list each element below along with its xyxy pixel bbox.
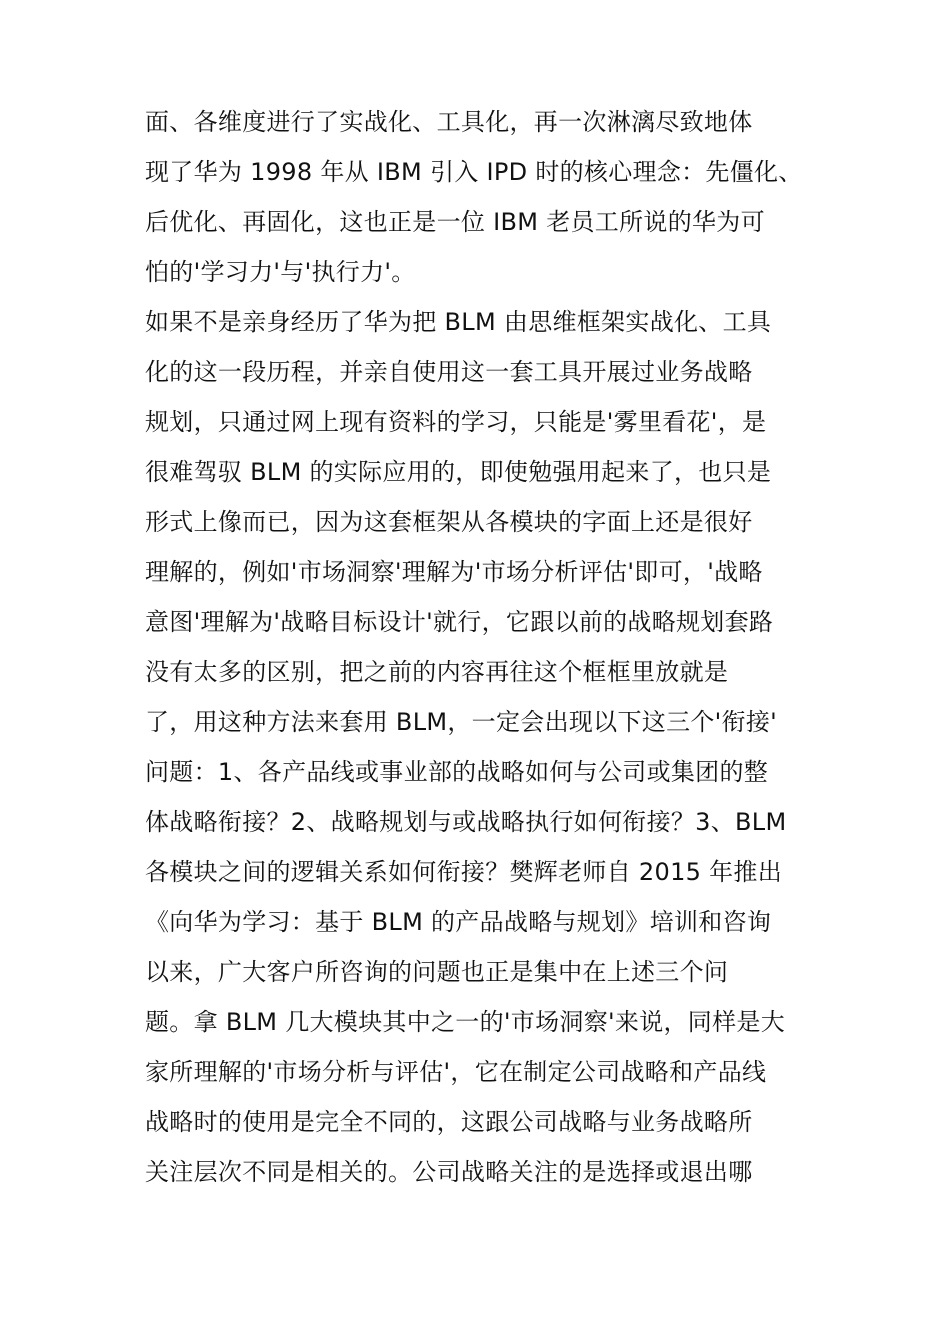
- text-line: 问题：1、各产品线或事业部的战略如何与公司或集团的整: [145, 758, 769, 786]
- text-line: 关注层次不同是相关的。公司战略关注的是选择或退出哪: [145, 1158, 753, 1186]
- text-line: 化的这一段历程，并亲自使用这一套工具开展过业务战略: [145, 358, 753, 386]
- text-line: 如果不是亲身经历了华为把 BLM 由思维框架实战化、工具: [145, 308, 772, 336]
- text-line: 很难驾驭 BLM 的实际应用的，即使勉强用起来了，也只是: [145, 458, 772, 486]
- text-line: 家所理解的'市场分析与评估'，它在制定公司战略和产品线: [145, 1058, 767, 1086]
- text-line: 面、各维度进行了实战化、工具化，再一次淋漓尽致地体: [145, 108, 753, 136]
- text-line: 体战略衔接？2、战略规划与或战略执行如何衔接？3、BLM: [145, 808, 787, 836]
- text-line: 题。拿 BLM 几大模块其中之一的'市场洞察'来说，同样是大: [145, 1008, 785, 1036]
- text-line: 各模块之间的逻辑关系如何衔接？樊辉老师自 2015 年推出: [145, 858, 783, 886]
- text-line: 战略时的使用是完全不同的，这跟公司战略与业务战略所: [145, 1108, 753, 1136]
- text-line: 以来，广大客户所咨询的问题也正是集中在上述三个问: [145, 958, 729, 986]
- body-text: [145, 97, 825, 1197]
- text-line: 意图'理解为'战略目标设计'就行，它跟以前的战略规划套路: [145, 608, 774, 636]
- text-line: 了，用这种方法来套用 BLM，一定会出现以下这三个'衔接': [145, 708, 778, 736]
- text-line: 理解的，例如'市场洞察'理解为'市场分析评估'即可，'战略: [145, 558, 763, 586]
- text-line: 现了华为 1998 年从 IBM 引入 IPD 时的核心理念：先僵化、: [145, 158, 803, 186]
- text-line: 规划，只通过网上现有资料的学习，只能是'雾里看花'，是: [145, 408, 767, 436]
- text-line: 形式上像而已，因为这套框架从各模块的字面上还是很好: [145, 508, 753, 536]
- text-line: 没有太多的区别，把之前的内容再往这个框框里放就是: [145, 658, 729, 686]
- text-line: 怕的'学习力'与'执行力'。: [145, 258, 416, 286]
- text-line: 《向华为学习：基于 BLM 的产品战略与规划》培训和咨询: [145, 908, 772, 936]
- text-line: 后优化、再固化，这也正是一位 IBM 老员工所说的华为可: [145, 208, 765, 236]
